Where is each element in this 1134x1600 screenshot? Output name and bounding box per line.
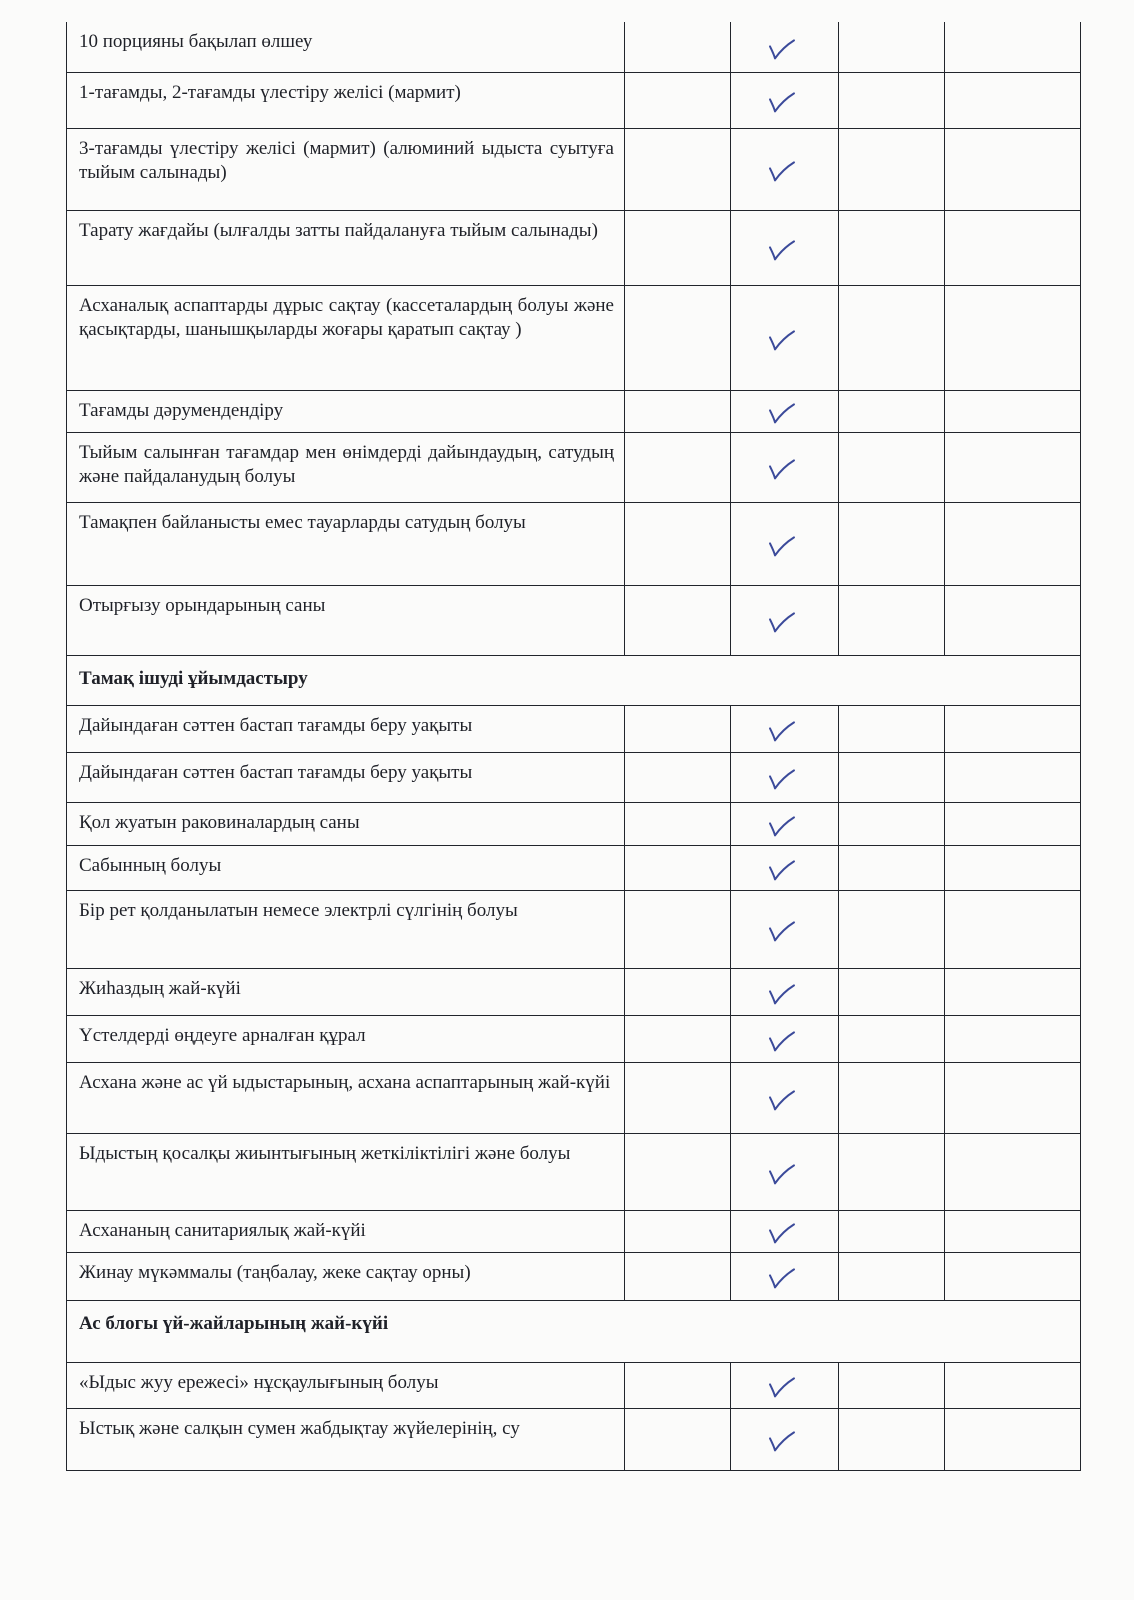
mark-cell-col-2[interactable]	[731, 210, 839, 285]
mark-cell-col-3[interactable]	[839, 890, 945, 968]
checkmark-icon	[767, 767, 797, 791]
mark-cell-col-3[interactable]	[839, 802, 945, 845]
mark-cell-col-1[interactable]	[625, 1062, 731, 1133]
mark-cell-col-1[interactable]	[625, 72, 731, 128]
criterion-text: Қол жуатын раковиналардың саны	[67, 802, 625, 845]
mark-cell-col-2[interactable]	[731, 390, 839, 432]
table-row	[67, 210, 1081, 285]
mark-cell-col-4[interactable]	[945, 22, 1081, 72]
criterion-text: Тарату жағдайы (ылғалды затты пайдалануға тыйым салынады)	[67, 210, 625, 285]
mark-cell-col-2[interactable]	[731, 285, 839, 390]
table-row	[67, 1252, 1081, 1300]
mark-cell-col-3[interactable]	[839, 432, 945, 502]
mark-cell-col-2[interactable]	[731, 432, 839, 502]
mark-cell-col-2[interactable]	[731, 72, 839, 128]
mark-cell-col-3[interactable]	[839, 585, 945, 655]
checkmark-icon	[767, 719, 797, 743]
mark-cell-col-1[interactable]	[625, 585, 731, 655]
mark-cell-col-3[interactable]	[839, 22, 945, 72]
table-row	[67, 585, 1081, 655]
criterion-text: Асхана және ас үй ыдыстарының, асхана аспаптарының жай-күйі	[67, 1062, 625, 1133]
mark-cell-col-2[interactable]	[731, 22, 839, 72]
section-header-row	[67, 1300, 1081, 1362]
mark-cell-col-3[interactable]	[839, 1133, 945, 1210]
mark-cell-col-4[interactable]	[945, 802, 1081, 845]
criterion-text: 3-тағамды үлестіру желісі (мармит) (алюминий ыдыста суытуға тыйым салынады)	[67, 128, 625, 210]
mark-cell-col-4[interactable]	[945, 890, 1081, 968]
criterion-text: Тыйым салынған тағамдар мен өнімдерді дайындаудың, сатудың және пайдаланудың болуы	[67, 432, 625, 502]
table-row	[67, 502, 1081, 585]
table-row	[67, 72, 1081, 128]
checkmark-icon	[767, 457, 797, 481]
mark-cell-col-3[interactable]	[839, 128, 945, 210]
mark-cell-col-1[interactable]	[625, 1408, 731, 1470]
mark-cell-col-2[interactable]	[731, 968, 839, 1015]
mark-cell-col-2[interactable]	[731, 845, 839, 890]
mark-cell-col-3[interactable]	[839, 1015, 945, 1062]
mark-cell-col-1[interactable]	[625, 128, 731, 210]
checkmark-icon	[767, 1088, 797, 1112]
checkmark-icon	[767, 238, 797, 262]
mark-cell-col-1[interactable]	[625, 1252, 731, 1300]
mark-cell-col-2[interactable]	[731, 1252, 839, 1300]
checkmark-icon	[767, 1375, 797, 1399]
mark-cell-col-2[interactable]	[731, 1362, 839, 1408]
checkmark-icon	[767, 610, 797, 634]
criterion-text: Үстелдерді өңдеуге арналған құрал	[67, 1015, 625, 1062]
criterion-text: 1-тағамды, 2-тағамды үлестіру желісі (мармит)	[67, 72, 625, 128]
mark-cell-col-3[interactable]	[839, 285, 945, 390]
mark-cell-col-1[interactable]	[625, 968, 731, 1015]
criterion-text: Отырғызу орындарының саны	[67, 585, 625, 655]
mark-cell-col-3[interactable]	[839, 1408, 945, 1470]
mark-cell-col-2[interactable]	[731, 1133, 839, 1210]
mark-cell-col-4[interactable]	[945, 1015, 1081, 1062]
table-row	[67, 752, 1081, 802]
table-row	[67, 705, 1081, 752]
mark-cell-col-2[interactable]	[731, 585, 839, 655]
mark-cell-col-3[interactable]	[839, 1062, 945, 1133]
section-title: Ас блогы үй-жайларының жай-күйі	[67, 1300, 1081, 1362]
mark-cell-col-4[interactable]	[945, 72, 1081, 128]
criterion-text: Тағамды дәрумендендіру	[67, 390, 625, 432]
criterion-text: Ыдыстың қосалқы жиынтығының жеткіліктілігі және болуы	[67, 1133, 625, 1210]
mark-cell-col-4[interactable]	[945, 968, 1081, 1015]
checkmark-icon	[767, 919, 797, 943]
table-row	[67, 1015, 1081, 1062]
mark-cell-col-4[interactable]	[945, 1210, 1081, 1252]
criterion-text: Жиһаздың жай-күйі	[67, 968, 625, 1015]
checkmark-icon	[767, 858, 797, 882]
table-row	[67, 802, 1081, 845]
mark-cell-col-1[interactable]	[625, 390, 731, 432]
criterion-text: «Ыдыс жуу ережесі» нұсқаулығының болуы	[67, 1362, 625, 1408]
criterion-text: Сабынның болуы	[67, 845, 625, 890]
criterion-text: Асханалық аспаптарды дұрыс сақтау (кассеталардың болуы және қасықтарды, шанышқыларды жоғары қаратып сақтау )	[67, 285, 625, 390]
mark-cell-col-4[interactable]	[945, 1408, 1081, 1470]
section-header-row	[67, 655, 1081, 705]
table-row	[67, 968, 1081, 1015]
checkmark-icon	[767, 534, 797, 558]
mark-cell-col-2[interactable]	[731, 802, 839, 845]
mark-cell-col-2[interactable]	[731, 1210, 839, 1252]
mark-cell-col-2[interactable]	[731, 1015, 839, 1062]
checkmark-icon	[767, 1266, 797, 1290]
mark-cell-col-4[interactable]	[945, 432, 1081, 502]
table-row	[67, 128, 1081, 210]
mark-cell-col-3[interactable]	[839, 1210, 945, 1252]
checkmark-icon	[767, 814, 797, 838]
checkmark-icon	[767, 37, 797, 61]
table-row	[67, 285, 1081, 390]
mark-cell-col-3[interactable]	[839, 1362, 945, 1408]
mark-cell-col-3[interactable]	[839, 752, 945, 802]
checkmark-icon	[767, 401, 797, 425]
mark-cell-col-4[interactable]	[945, 752, 1081, 802]
table-row	[67, 390, 1081, 432]
mark-cell-col-4[interactable]	[945, 585, 1081, 655]
mark-cell-col-4[interactable]	[945, 1133, 1081, 1210]
mark-cell-col-1[interactable]	[625, 802, 731, 845]
mark-cell-col-1[interactable]	[625, 1362, 731, 1408]
criterion-text: Асхананың санитариялық жай-күйі	[67, 1210, 625, 1252]
mark-cell-col-1[interactable]	[625, 502, 731, 585]
table-row	[67, 890, 1081, 968]
mark-cell-col-1[interactable]	[625, 890, 731, 968]
table-row	[67, 432, 1081, 502]
checkmark-icon	[767, 90, 797, 114]
mark-cell-col-4[interactable]	[945, 1362, 1081, 1408]
criterion-text: Жинау мүкәммалы (таңбалау, жеке сақтау орны)	[67, 1252, 625, 1300]
mark-cell-col-4[interactable]	[945, 210, 1081, 285]
mark-cell-col-2[interactable]	[731, 890, 839, 968]
mark-cell-col-1[interactable]	[625, 705, 731, 752]
mark-cell-col-4[interactable]	[945, 1252, 1081, 1300]
checkmark-icon	[767, 1162, 797, 1186]
table-row	[67, 845, 1081, 890]
checkmark-icon	[767, 1029, 797, 1053]
checklist-table	[66, 22, 1081, 1471]
criterion-text: Ыстық және салқын сумен жабдықтау жүйелерінің, су	[67, 1408, 625, 1470]
mark-cell-col-3[interactable]	[839, 502, 945, 585]
mark-cell-col-4[interactable]	[945, 502, 1081, 585]
table-row	[67, 22, 1081, 72]
mark-cell-col-3[interactable]	[839, 1252, 945, 1300]
mark-cell-col-1[interactable]	[625, 1133, 731, 1210]
mark-cell-col-3[interactable]	[839, 705, 945, 752]
mark-cell-col-1[interactable]	[625, 22, 731, 72]
mark-cell-col-4[interactable]	[945, 390, 1081, 432]
mark-cell-col-3[interactable]	[839, 210, 945, 285]
checklist-sheet	[66, 22, 1080, 1471]
checkmark-icon	[767, 1429, 797, 1453]
mark-cell-col-4[interactable]	[945, 705, 1081, 752]
mark-cell-col-4[interactable]	[945, 285, 1081, 390]
mark-cell-col-2[interactable]	[731, 752, 839, 802]
mark-cell-col-1[interactable]	[625, 1210, 731, 1252]
section-title: Тамақ ішуді ұйымдастыру	[67, 655, 1081, 705]
mark-cell-col-1[interactable]	[625, 845, 731, 890]
mark-cell-col-3[interactable]	[839, 968, 945, 1015]
mark-cell-col-2[interactable]	[731, 1408, 839, 1470]
criterion-text: 10 порцияны бақылап өлшеу	[67, 22, 625, 72]
mark-cell-col-1[interactable]	[625, 285, 731, 390]
criterion-text: Бір рет қолданылатын немесе электрлі сүлгінің болуы	[67, 890, 625, 968]
mark-cell-col-2[interactable]	[731, 1062, 839, 1133]
mark-cell-col-4[interactable]	[945, 128, 1081, 210]
mark-cell-col-2[interactable]	[731, 128, 839, 210]
mark-cell-col-3[interactable]	[839, 72, 945, 128]
mark-cell-col-1[interactable]	[625, 432, 731, 502]
criterion-text: Тамақпен байланысты емес тауарларды сатудың болуы	[67, 502, 625, 585]
mark-cell-col-1[interactable]	[625, 752, 731, 802]
table-row	[67, 1062, 1081, 1133]
table-row	[67, 1210, 1081, 1252]
table-row	[67, 1408, 1081, 1470]
mark-cell-col-3[interactable]	[839, 390, 945, 432]
mark-cell-col-1[interactable]	[625, 210, 731, 285]
checkmark-icon	[767, 159, 797, 183]
checkmark-icon	[767, 1221, 797, 1245]
checkmark-icon	[767, 328, 797, 352]
checkmark-icon	[767, 982, 797, 1006]
table-row	[67, 1133, 1081, 1210]
mark-cell-col-3[interactable]	[839, 845, 945, 890]
mark-cell-col-4[interactable]	[945, 1062, 1081, 1133]
table-row	[67, 1362, 1081, 1408]
mark-cell-col-2[interactable]	[731, 502, 839, 585]
mark-cell-col-4[interactable]	[945, 845, 1081, 890]
criterion-text: Дайындаған сәттен бастап тағамды беру уақыты	[67, 752, 625, 802]
criterion-text: Дайындаған сәттен бастап тағамды беру уақыты	[67, 705, 625, 752]
mark-cell-col-1[interactable]	[625, 1015, 731, 1062]
mark-cell-col-2[interactable]	[731, 705, 839, 752]
